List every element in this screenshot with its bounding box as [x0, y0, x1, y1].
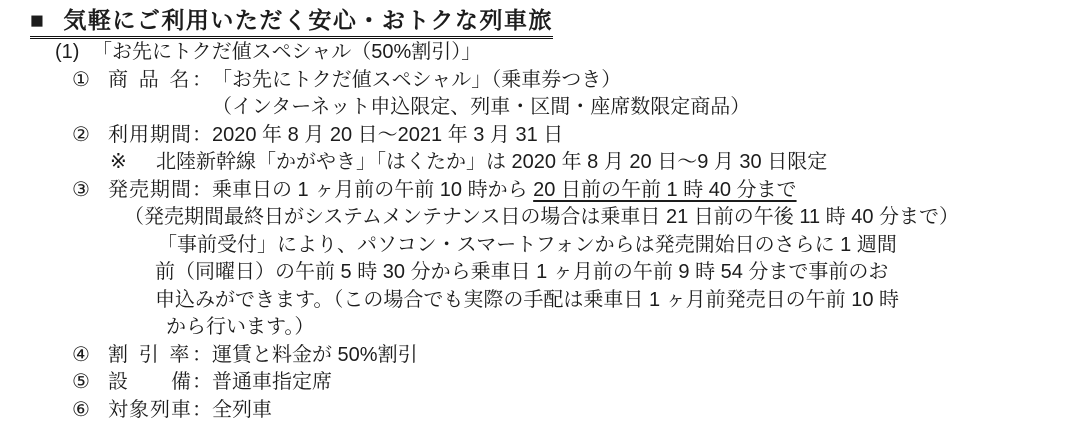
item-period-value: 2020 年 8 月 20 日～2021 年 3 月 31 日 — [212, 123, 564, 146]
item-product-note-text: （インターネット申込限定、列車・区間・座席数限定商品） — [212, 96, 751, 119]
item-sales-detail-text: 「事前受付」により、パソコン・スマートフォンからは発売開始日のさらに 1 週間 — [157, 233, 897, 256]
item-facility-marker: ⑤ — [72, 371, 90, 394]
item-period — [0, 122, 1080, 150]
item-discount-marker: ④ — [72, 343, 90, 366]
heading-row — [0, 0, 1080, 39]
item-sales-detail-line — [0, 287, 1080, 315]
document-heading — [30, 8, 553, 39]
item-product-label: 商 品 名： — [108, 68, 212, 91]
heading-square-bullet: ■ — [30, 7, 46, 33]
item-sales-marker: ③ — [72, 178, 90, 201]
item-sales-detail-line — [0, 232, 1080, 260]
section-number: (1) — [55, 41, 80, 64]
item-sales-detail-text: から行います。） — [166, 316, 315, 339]
item-sales-detail-line — [0, 259, 1080, 287]
item-period-label: 利用期間： — [108, 123, 212, 146]
item-sales-value — [212, 177, 1080, 205]
item-discount — [0, 342, 1080, 370]
item-target-trains — [0, 397, 1080, 425]
item-discount-value: 運賃と料金が 50%割引 — [212, 343, 418, 366]
item-facility-label: 設 備： — [108, 371, 212, 394]
item-product — [0, 67, 1080, 95]
item-product-value: 「お先にトクだ値スペシャル」（乗車券つき） — [212, 68, 622, 91]
item-sales-value-underlined: 20 日前の午前 1 時 40 分まで — [533, 178, 797, 201]
page-title: 気軽にご利用いただく安心・おトクな列車旅 — [63, 7, 553, 33]
item-target-trains-label: 対象列車： — [108, 398, 212, 421]
item-sales-detail-line — [0, 314, 1080, 342]
item-target-trains-value: 全列車 — [212, 398, 272, 421]
item-facility — [0, 369, 1080, 397]
item-discount-label: 割 引 率： — [108, 343, 212, 366]
item-period-note — [0, 149, 1080, 177]
item-period-note-text: 北陸新幹線「かがやき」「はくたか」は 2020 年 8 月 20 日～9 月 30 日限定 — [156, 151, 828, 174]
item-product-marker: ① — [72, 68, 90, 91]
item-sales-detail-text: 申込みができます。（この場合でも実際の手配は乗車日 1 ヶ月前発売日の午前 10 時 — [155, 288, 899, 311]
item-product-note — [0, 94, 1080, 122]
item-sales — [0, 177, 1080, 205]
item-sales-label: 発売期間： — [108, 178, 212, 201]
reference-mark: ※ — [110, 151, 127, 174]
item-sales-detail-text: 前（同曜日）の午前 5 時 30 分から乗車日 1 ヶ月前の午前 9 時 54 分まで事前のお — [155, 261, 889, 284]
section-title-row — [0, 39, 1080, 67]
item-sales-paren-note — [0, 204, 1080, 232]
item-sales-paren-note-text: （発売期間最終日がシステムメンテナンス日の場合は乗車日 21 日前の午後 11 時 40 分まで） — [124, 206, 959, 229]
item-target-trains-marker: ⑥ — [72, 398, 90, 421]
section-title: 「お先にトクだ値スペシャル（50%割引）」 — [92, 41, 482, 64]
item-period-marker: ② — [72, 123, 90, 146]
item-facility-value: 普通車指定席 — [212, 371, 332, 394]
item-sales-value-plain: 乗車日の 1 ヶ月前の午前 10 時から — [212, 178, 534, 201]
